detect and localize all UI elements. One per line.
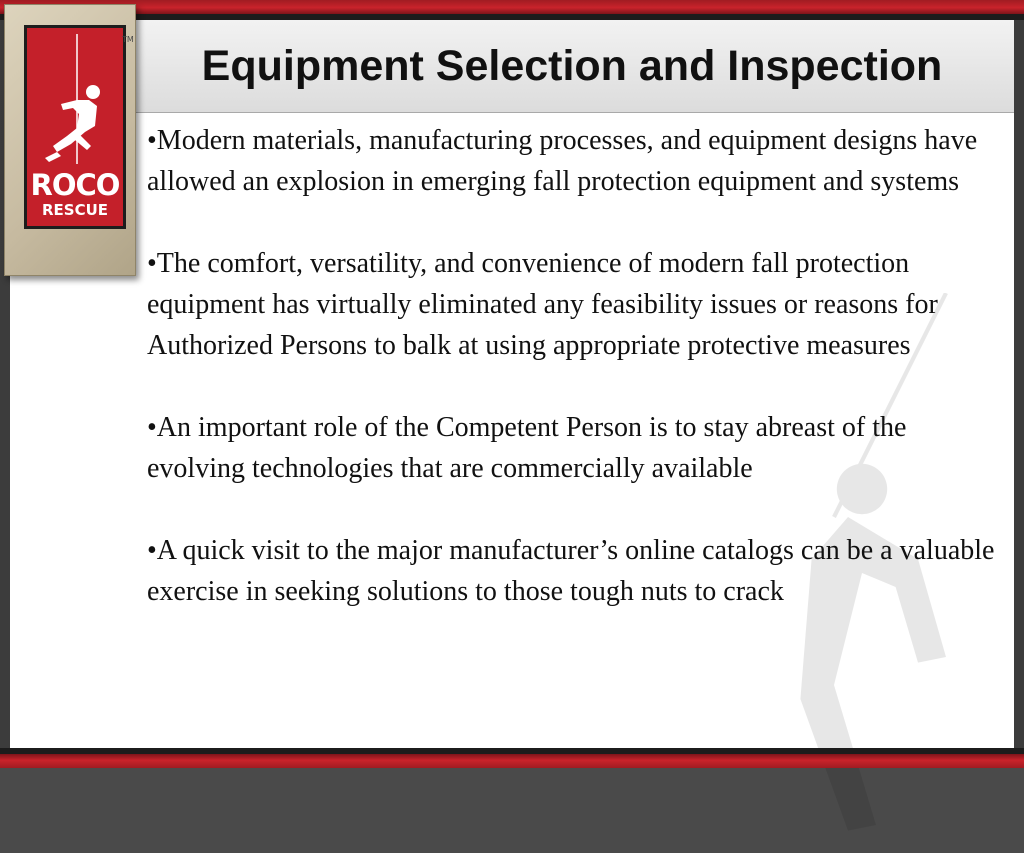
slide-title: Equipment Selection and Inspection <box>201 42 943 90</box>
top-red-bar <box>0 0 1024 14</box>
title-band <box>130 20 1014 113</box>
bottom-red-bar <box>0 754 1024 768</box>
roco-rescue-logo <box>4 4 136 276</box>
rappelling-climber-icon <box>33 34 117 164</box>
bullet-item: •The comfort, versatility, and convenience of modern fall protection equipment has virtually eliminated any feasibility issues or reasons for Authorized Persons to balk at using appropriate protective measures <box>147 248 938 361</box>
logo-roco-text: ROCO <box>30 168 120 202</box>
bullet-list <box>147 120 1007 612</box>
logo-red-panel <box>24 25 126 229</box>
logo-rescue-text: RESCUE <box>41 201 109 219</box>
bullet-item: •An important role of the Competent Person is to stay abreast of the evolving technologies that are commercially available <box>147 412 907 484</box>
logo-trademark: TM <box>122 35 134 44</box>
bullet-item: •Modern materials, manufacturing processes, and equipment designs have allowed an explosion in emerging fall protection equipment and systems <box>147 125 978 197</box>
bullet-item: •A quick visit to the major manufacturer’s online catalogs can be a valuable exercise in seeking solutions to those tough nuts to crack <box>147 535 995 607</box>
